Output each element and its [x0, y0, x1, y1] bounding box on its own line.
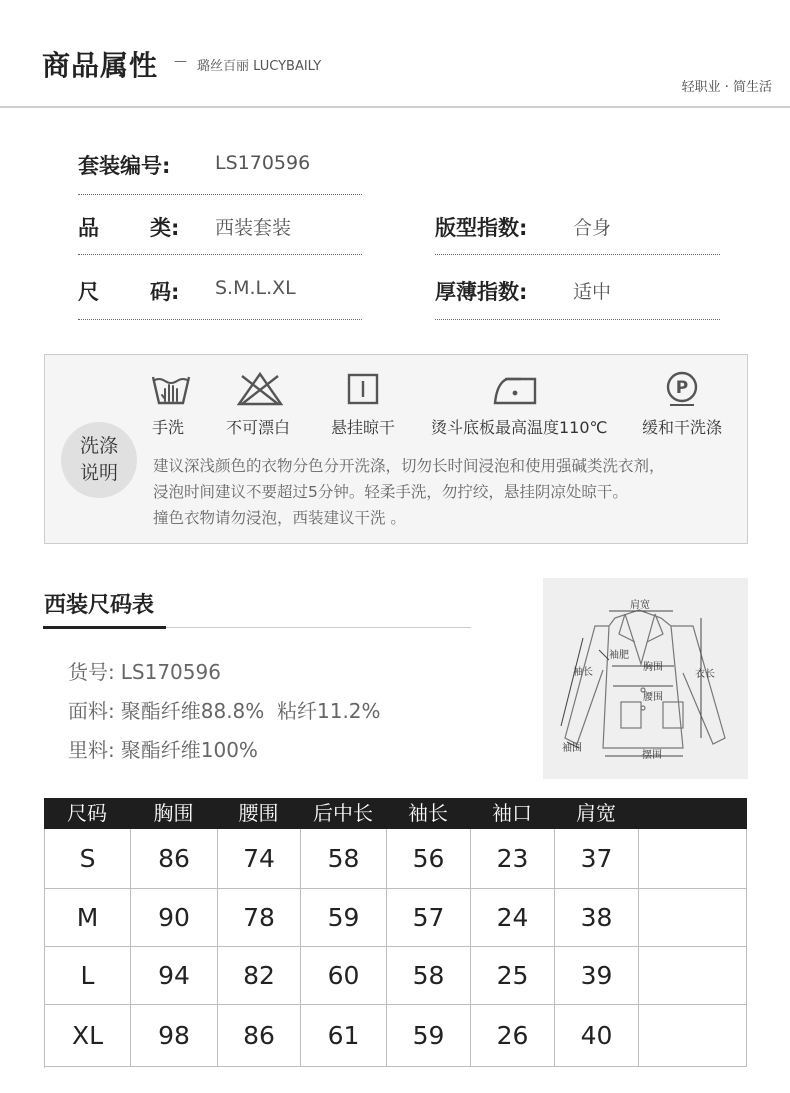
measurement-cell: 58 [301, 829, 387, 888]
table-row [45, 829, 747, 889]
fit-index-value: 合身 [573, 217, 612, 239]
size-cell: M [45, 889, 131, 946]
table-row [45, 1005, 747, 1067]
size-table [44, 798, 747, 1068]
measurement-cell: 25 [471, 947, 555, 1004]
title-dash: — [174, 54, 187, 69]
measurement-cell: 39 [555, 947, 639, 1004]
care-badge [61, 422, 137, 498]
diagram-label-hem: 摆围 [642, 750, 662, 761]
diagram-label-chest: 胸围 [643, 662, 663, 673]
dotted-divider [78, 319, 362, 320]
title-underline-rule [166, 627, 471, 628]
no-bleach-icon [236, 371, 284, 407]
measurement-cell: 74 [218, 829, 301, 888]
diagram-label-sleeve-width: 袖肥 [609, 650, 629, 661]
care-instructions-box [44, 354, 748, 544]
set-number-value: LS170596 [215, 152, 311, 174]
size-table-header [44, 798, 747, 829]
measurement-cell: 57 [387, 889, 471, 946]
page-title: 商品属性 [42, 49, 159, 82]
line-dry-icon [346, 371, 380, 407]
measurement-cell: 86 [131, 829, 218, 888]
care-label-dry-clean: 缓和干洗涤 [642, 418, 723, 437]
column-header: 尺码 [67, 801, 107, 825]
table-row [45, 889, 747, 947]
diagram-label-cuff: 袖围 [562, 743, 582, 754]
size-table-body [44, 829, 747, 1068]
jacket-illustration [543, 578, 748, 779]
table-row [45, 947, 747, 1005]
size-chart-title: 西装尺码表 [44, 593, 155, 618]
set-number-label: 套装编号: [78, 154, 171, 178]
measurement-cell [639, 829, 747, 888]
spec-row-lining [68, 734, 258, 763]
measurement-cell [639, 947, 747, 1004]
spec-value: 聚酯纤维88.8% 粘纤11.2% [120, 699, 381, 723]
svg-text:P: P [675, 378, 689, 398]
dotted-divider [435, 319, 720, 320]
care-label-hand-wash: 手洗 [152, 418, 185, 437]
care-badge-line2: 说明 [79, 462, 118, 484]
measurement-cell: 59 [387, 1005, 471, 1066]
spec-value: LS170596 [120, 660, 221, 684]
spec-value: 聚酯纤维100% [120, 738, 258, 762]
care-badge-line1: 洗涤 [79, 435, 118, 457]
column-header: 肩宽 [576, 801, 616, 825]
measurement-cell: 90 [131, 889, 218, 946]
measurement-cell: 82 [218, 947, 301, 1004]
measurement-cell: 86 [218, 1005, 301, 1066]
column-header: 后中长 [313, 801, 373, 825]
care-text-line: 浸泡时间建议不要超过5分钟。轻柔手洗，勿拧绞，悬挂阴凉处晾干。 [153, 483, 628, 501]
size-cell: L [45, 947, 131, 1004]
dotted-divider [435, 254, 720, 255]
spec-label: 面料: [68, 699, 115, 723]
spec-row-item-number [68, 656, 221, 685]
size-value: S.M.L.XL [215, 277, 296, 299]
measurement-cell: 38 [555, 889, 639, 946]
measurement-cell: 56 [387, 829, 471, 888]
measurement-cell: 40 [555, 1005, 639, 1066]
header-divider [0, 106, 790, 108]
measurement-cell: 59 [301, 889, 387, 946]
column-header [638, 798, 747, 829]
measurement-cell: 60 [301, 947, 387, 1004]
measurement-cell: 23 [471, 829, 555, 888]
measurement-cell: 24 [471, 889, 555, 946]
measurement-cell [639, 1005, 747, 1066]
column-header: 胸围 [153, 801, 194, 825]
size-label-a: 尺 [78, 280, 99, 304]
care-label-no-bleach: 不可漂白 [226, 418, 291, 437]
dry-clean-icon [664, 371, 700, 407]
iron-icon [491, 371, 541, 407]
thickness-index-label: 厚薄指数: [435, 280, 528, 304]
measurement-cell: 37 [555, 829, 639, 888]
measurement-cell [639, 889, 747, 946]
thickness-index-value: 适中 [573, 281, 612, 303]
brand-name: 璐丝百丽 LUCYBAILY [197, 59, 322, 74]
brand-slogan: 轻职业 · 简生活 [681, 80, 772, 95]
measurement-cell: 78 [218, 889, 301, 946]
category-label-a: 品 [78, 216, 99, 240]
diagram-label-length: 衣长 [695, 669, 715, 680]
measurement-cell: 26 [471, 1005, 555, 1066]
category-value: 西装套装 [215, 217, 292, 239]
measurement-cell: 98 [131, 1005, 218, 1066]
jacket-measurement-diagram [543, 578, 748, 779]
fit-index-label: 版型指数: [435, 216, 528, 240]
measurement-cell: 94 [131, 947, 218, 1004]
care-text-line: 撞色衣物请勿浸泡，西装建议干洗 。 [153, 509, 406, 527]
dotted-divider [78, 254, 362, 255]
care-label-iron: 烫斗底板最高温度110℃ [431, 418, 608, 437]
measurement-cell: 61 [301, 1005, 387, 1066]
spec-row-fabric [68, 695, 381, 724]
column-header: 袖长 [408, 801, 448, 825]
column-header: 袖口 [492, 801, 532, 825]
column-header: 腰围 [238, 801, 279, 825]
care-label-line-dry: 悬挂晾干 [331, 418, 396, 437]
spec-label: 货号: [68, 660, 115, 684]
size-cell: XL [45, 1005, 131, 1066]
title-underline [43, 626, 166, 629]
diagram-label-shoulder: 肩宽 [630, 600, 650, 611]
diagram-label-waist: 腰围 [643, 692, 663, 703]
diagram-label-sleeve-length: 袖长 [573, 667, 593, 678]
category-label-b: 类: [150, 216, 180, 240]
size-label-b: 码: [150, 280, 180, 304]
dotted-divider [78, 194, 362, 195]
care-text-line: 建议深浅颜色的衣物分色分开洗涤，切勿长时间浸泡和使用强碱类洗衣剂， [153, 457, 665, 475]
hand-wash-icon [149, 371, 193, 407]
spec-label: 里料: [68, 738, 115, 762]
size-cell: S [45, 829, 131, 888]
measurement-cell: 58 [387, 947, 471, 1004]
